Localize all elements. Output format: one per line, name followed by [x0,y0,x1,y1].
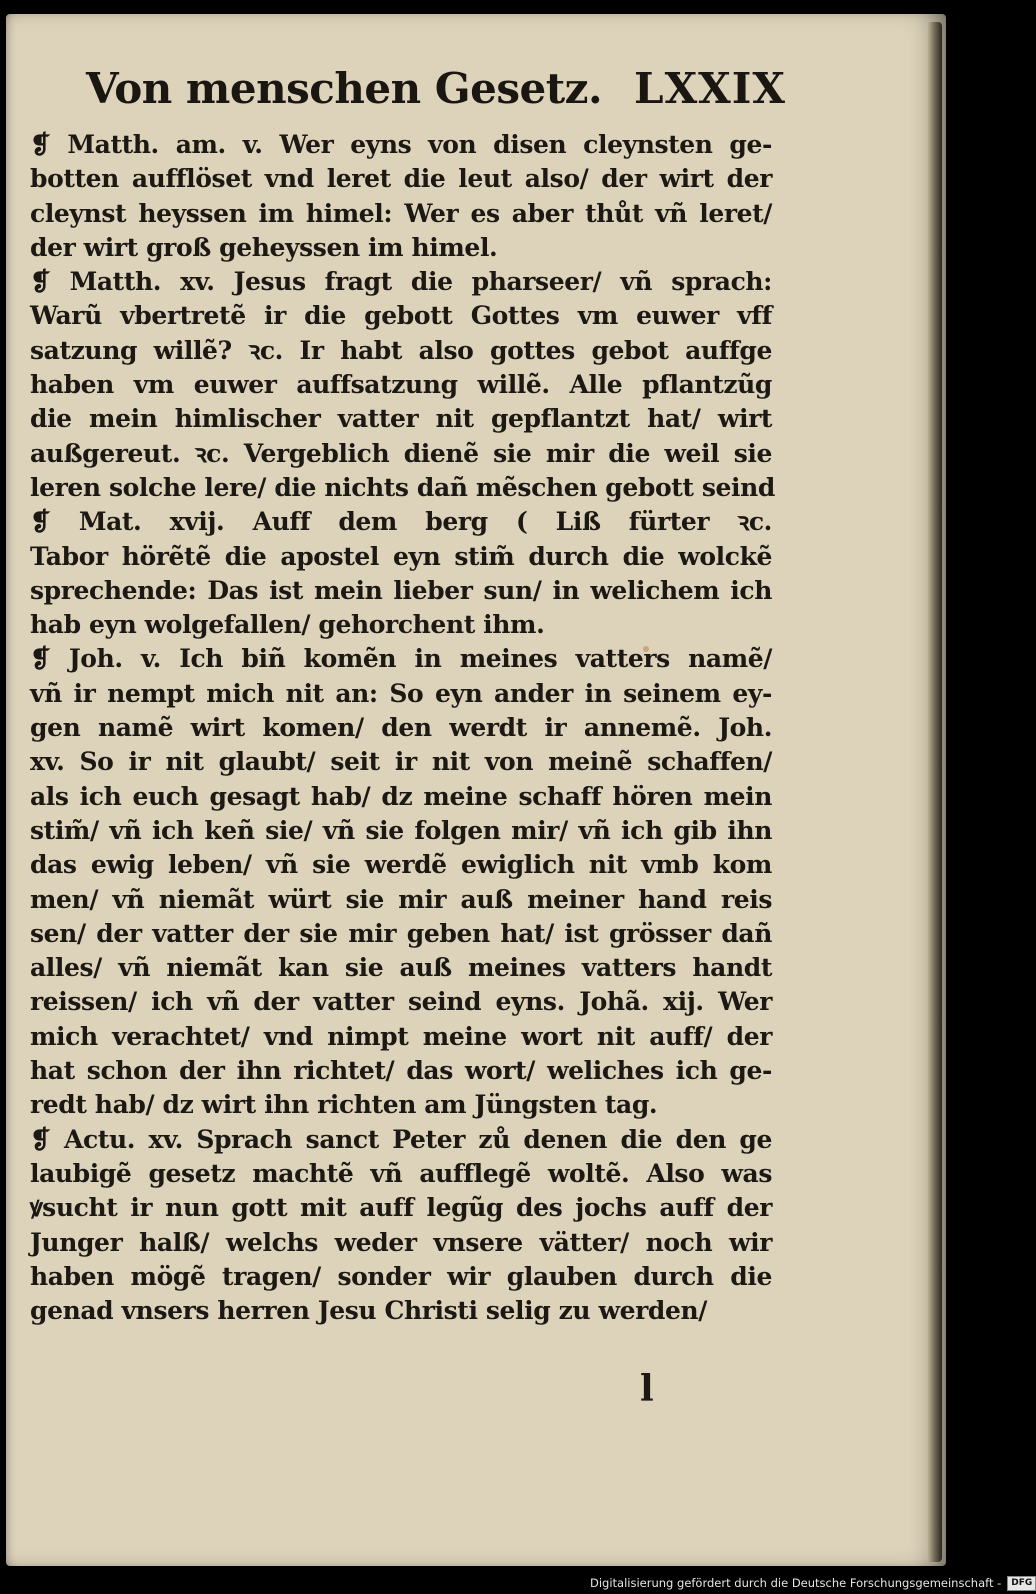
text-line: ❡ Joh. v. Ich biñ komẽn in meines vatters namẽ/ [30,644,772,674]
folio-number: LXXIX [634,64,786,113]
text-line: außgereut. ꝛc. Vergeblich dienẽ sie mir die weil sie [30,438,772,468]
text-line: haben mögẽ tragen/ sonder wir glauben durch die [30,1261,772,1291]
text-line: leren solche lere/ die nichts dañ mẽschen gebott seind [30,472,775,502]
text-line: hat schon der ihn richtet/ das wort/ weliches ich ge- [30,1056,772,1086]
text-line: sen/ der vatter der sie mir geben hat/ ist grösser dañ [30,918,772,948]
text-line: laubigẽ gesetz machtẽ vñ aufflegẽ woltẽ. Also was [30,1158,772,1188]
text-line: xv. So ir nit glaubt/ seit ir nit von meinẽ schaffen/ [30,747,772,777]
text-line: ❡ Matth. xv. Jesus fragt die pharseer/ vñ sprach: [30,267,772,297]
text-line: sprechende: Das ist mein lieber sun/ in welichem ich [30,575,772,605]
footer [590,1574,1036,1592]
running-title: Von menschen Gesetz. [86,64,603,113]
text-line: Junger halß/ welchs weder vnsere vätter/ noch wir [30,1227,772,1257]
text-line: cleynst heyssen im himel: Wer es aber thůt vñ leret/ [30,198,772,228]
text-line: hab eyn wolgefallen/ gehorchent ihm. [30,610,545,640]
text-line: Tabor hörẽtẽ die apostel eyn stim̃ durch die wolckẽ [30,541,772,571]
text-line: ❡ Actu. xv. Sprach sanct Peter zů denen die den ge [30,1124,772,1154]
text-line: satzung willẽ? ꝛc. Ir habt also gottes gebot auffge [30,335,772,365]
text-line: haben vm euwer auffsatzung willẽ. Alle pflantzũg [30,370,772,400]
text-line: ❡ Mat. xvij. Auff dem berg ( Liß fürter ꝛc. [30,507,772,537]
text-line: als ich euch gesagt hab/ dz meine schaff hören mein [30,781,772,811]
digitization-credit: Digitalisierung gefördert durch die Deutsche Forschungsgemeinschaft - [590,1576,1002,1590]
text-line: gen namẽ wirt komen/ den werdt ir annemẽ. Joh. [30,713,772,743]
page-header [86,64,786,124]
text-line: redt hab/ dz wirt ihn richten am Jüngsten tag. [30,1090,658,1120]
dfg-logo: DFG [1007,1576,1036,1591]
text-line: vñ ir nempt mich nit an: So eyn ander in seinem ey- [30,678,772,708]
text-line: ❡ Matth. am. v. Wer eyns von disen cleynsten ge- [30,130,772,159]
text-line: botten aufflöset vnd leret die leut also/ der wirt der [30,164,772,194]
text-line: das ewig leben/ vñ sie werdẽ ewiglich nit vmb kom [30,850,772,880]
text-line: men/ vñ niemãt würt sie mir auß meiner hand reis [30,884,772,914]
text-line: der wirt groß geheyssen im himel. [30,232,498,262]
text-line: mich verachtet/ vnd nimpt meine wort nit auff/ der [30,1021,772,1051]
text-line: reissen/ ich vñ der vatter seind eyns. Johã. xij. Wer [30,987,772,1017]
text-line: ꝟsucht ir nun gott mit auff legũg des jochs auff der [30,1193,772,1223]
text-line: alles/ vñ niemãt kan sie auß meines vatters handt [30,953,772,983]
text-line: Warũ vbertretẽ ir die gebott Gottes vm euwer vff [30,301,772,331]
text-line: genad vnsers herren Jesu Christi selig zu werden/ [30,1296,707,1326]
text-line: stim̃/ vñ ich keñ sie/ vñ sie folgen mir/ vñ ich gib ihn [30,815,772,845]
catchword: l [640,1368,654,1410]
page-edge [928,22,942,1562]
text-block [30,128,775,1328]
text-line: die mein himlischer vatter nit gepflantzt hat/ wirt [30,404,772,434]
